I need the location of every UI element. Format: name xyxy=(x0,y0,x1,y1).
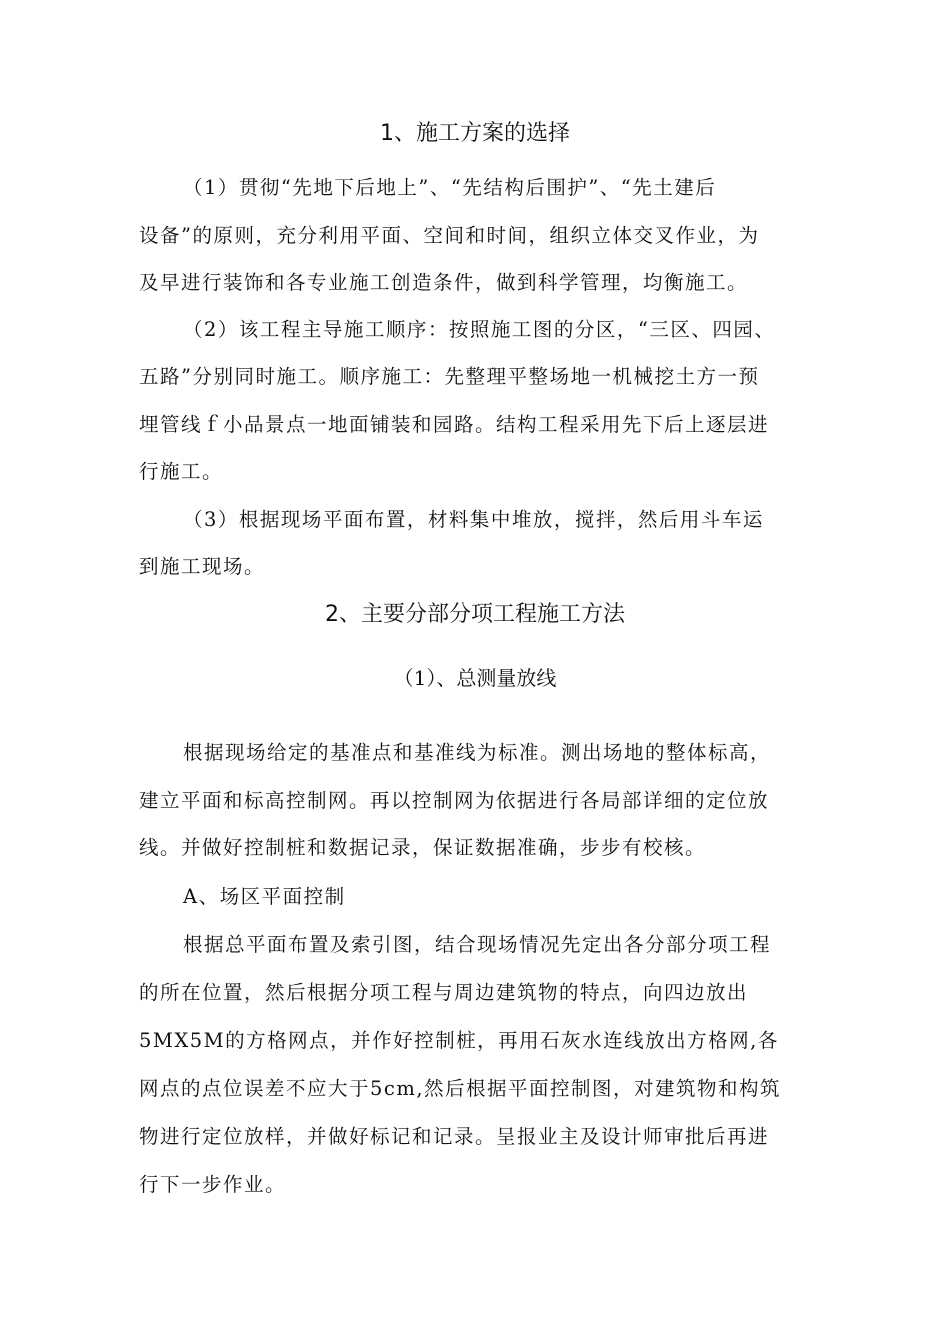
p3-line-2: 到施工现场。 xyxy=(139,555,266,578)
p1-line-2: 设备”的原则，充分利用平面、空间和时间，组织立体交叉作业，为 xyxy=(139,224,760,247)
p4-line-2: 建立平面和标高控制网。再以控制网为依据进行各局部详细的定位放 xyxy=(139,789,770,812)
p3-line-1: （3）根据现场平面布置，材料集中堆放，搅拌，然后用斗车运 xyxy=(183,508,764,531)
p2-line-1: （2）该工程主导施工顺序：按照施工图的分区，“三区、四园、 xyxy=(183,318,776,341)
p5-line-1: 根据总平面布置及索引图，结合现场情况先定出各分部分项工程 xyxy=(183,933,772,956)
p5-line-2: 的所在位置，然后根据分项工程与周边建筑物的特点，向四边放出 xyxy=(139,981,749,1004)
p1-line-3: 及早进行装饰和各专业施工创造条件，做到科学管理，均衡施工。 xyxy=(139,271,749,294)
p4-line-3: 线。并做好控制桩和数据记录，保证数据准确，步步有校核。 xyxy=(139,836,707,859)
p5-line-4: 网点的点位误差不应大于5cm,然后根据平面控制图，对建筑物和构筑 xyxy=(139,1077,782,1100)
section-2-title: 2、主要分部分项工程施工方法 xyxy=(325,602,625,627)
section-2-subtitle: （1）、总测量放线 xyxy=(393,666,557,690)
p5-line-6: 行下一步作业。 xyxy=(139,1173,287,1196)
p4-line-1: 根据现场给定的基准点和基准线为标准。测出场地的整体标高， xyxy=(183,741,772,764)
p1-line-1: （1）贯彻“先地下后地上”、“先结构后围护”、“先土建后 xyxy=(183,176,717,199)
p5-line-5: 物进行定位放样，并做好标记和记录。呈报业主及设计师审批后再进 xyxy=(139,1125,770,1148)
sub-heading-a: A、场区平面控制 xyxy=(183,885,346,908)
p2-line-3: 埋管线ｆ小品景点一地面铺装和园路。结构工程采用先下后上逐层进 xyxy=(139,413,770,436)
p2-line-2: 五路”分别同时施工。顺序施工：先整理平整场地一机械挖土方一预 xyxy=(139,365,760,388)
p5-line-3: 5MX5M的方格网点，并作好控制桩，再用石灰水连线放出方格网,各 xyxy=(139,1029,779,1052)
p2-line-4: 行施工。 xyxy=(139,460,224,483)
section-1-title: 1、施工方案的选择 xyxy=(380,121,570,146)
